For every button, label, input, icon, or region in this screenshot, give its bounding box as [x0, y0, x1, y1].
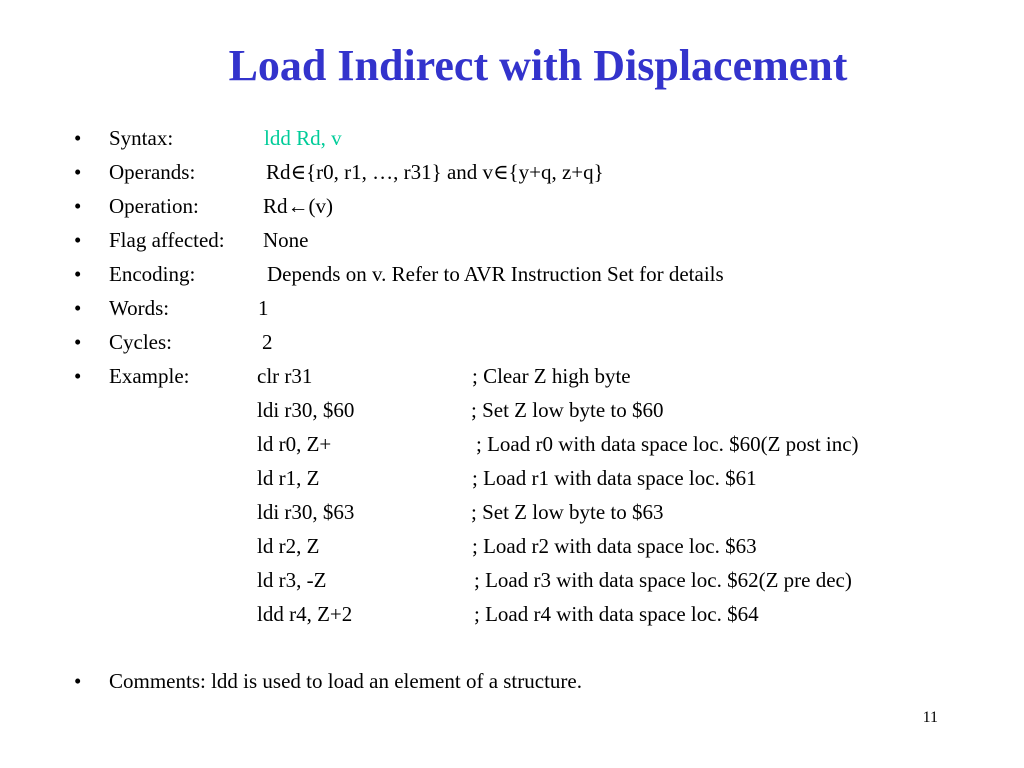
slide-title: Load Indirect with Displacement — [228, 41, 848, 90]
words-value: 1 — [258, 296, 269, 320]
bullet-marker: • — [74, 262, 82, 286]
code-instruction: ldi r30, $63 — [257, 500, 355, 524]
bullet-marker: • — [74, 160, 82, 184]
code-instruction: ldi r30, $60 — [257, 398, 355, 422]
words-label: Words: — [109, 296, 170, 320]
comments-text: Comments: ldd is used to load an element of a structure. — [109, 669, 582, 693]
bullet-marker: • — [74, 126, 82, 150]
example-label: Example: — [109, 364, 190, 388]
code-instruction: ld r3, -Z — [257, 568, 327, 592]
bullet-marker: • — [74, 364, 82, 388]
syntax-value: ldd Rd, v — [264, 126, 342, 150]
bullet-marker: • — [74, 296, 82, 320]
bullet-marker: • — [74, 194, 82, 218]
code-comment: ; Load r3 with data space loc. $62(Z pre dec) — [474, 568, 852, 592]
code-comment: ; Set Z low byte to $63 — [471, 500, 664, 524]
code-instruction: ld r2, Z — [257, 534, 320, 558]
cycles-label: Cycles: — [109, 330, 172, 354]
encoding-label: Encoding: — [109, 262, 196, 286]
operands-label: Operands: — [109, 160, 196, 184]
bullet-marker: • — [74, 228, 82, 252]
operation-value: Rd←(v) — [263, 194, 333, 218]
operation-label: Operation: — [109, 194, 199, 218]
code-instruction: ld r1, Z — [257, 466, 320, 490]
code-instruction: ld r0, Z+ — [257, 432, 332, 456]
flag-value: None — [263, 228, 309, 252]
bullet-marker: • — [74, 330, 82, 354]
code-instruction: ldd r4, Z+2 — [257, 602, 353, 626]
flag-label: Flag affected: — [109, 228, 225, 252]
code-comment: ; Set Z low byte to $60 — [471, 398, 664, 422]
page-number: 11 — [922, 709, 938, 726]
operands-value: Rd∈{r0, r1, …, r31} and v∈{y+q, z+q} — [266, 160, 604, 184]
cycles-value: 2 — [262, 330, 273, 354]
code-comment: ; Clear Z high byte — [472, 364, 631, 388]
bullet-marker: • — [74, 669, 82, 693]
code-comment: ; Load r0 with data space loc. $60(Z post inc) — [476, 432, 859, 456]
code-comment: ; Load r1 with data space loc. $61 — [472, 466, 757, 490]
code-instruction: clr r31 — [257, 364, 313, 388]
syntax-label: Syntax: — [109, 126, 174, 150]
encoding-value: Depends on v. Refer to AVR Instruction Set for details — [267, 262, 724, 286]
code-comment: ; Load r4 with data space loc. $64 — [474, 602, 759, 626]
code-comment: ; Load r2 with data space loc. $63 — [472, 534, 757, 558]
